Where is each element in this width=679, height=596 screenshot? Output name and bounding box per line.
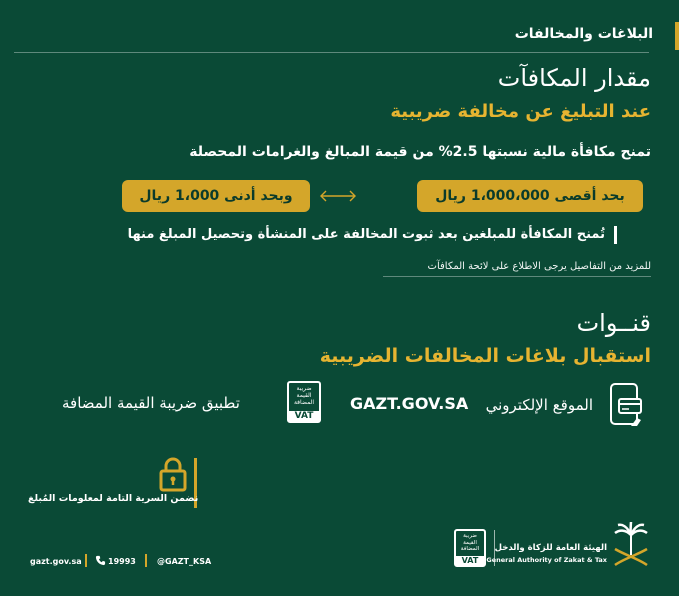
more-info-underline bbox=[383, 276, 651, 277]
vat-badge-code: VAT bbox=[289, 411, 319, 421]
app-label: تطبيق ضريبة القيمة المضافة bbox=[62, 394, 240, 412]
website-label: الموقع الإلكتروني bbox=[485, 396, 593, 414]
channels-title: قنــوات bbox=[576, 309, 651, 337]
channels-subtitle: استقبال بلاغات المخالفات الضريبية bbox=[319, 345, 651, 367]
condition-accent bbox=[614, 226, 617, 244]
footer-twitter[interactable]: @GAZT_KSA bbox=[157, 557, 212, 566]
vat-badge-icon bbox=[287, 381, 321, 423]
org-name-en: General Authority of Zakat & Tax bbox=[486, 556, 607, 564]
footer-vat-badge-code: VAT bbox=[456, 556, 484, 565]
phone-icon bbox=[95, 555, 106, 566]
page-title: البلاغات والمخالفات bbox=[514, 26, 653, 42]
footer-vat-badge-text: ضريبة القيمة المضافة bbox=[460, 533, 480, 552]
footer-divider-2 bbox=[145, 554, 147, 567]
header-divider bbox=[14, 52, 649, 53]
footer-vat-badge bbox=[454, 529, 486, 567]
phone-card-icon bbox=[607, 382, 647, 428]
min-reward-badge: وبحد أدنى 1،000 ريال bbox=[122, 180, 310, 212]
more-info-text: للمزيد من التفاصيل يرجى الاطلاع على لائحة المكافآت bbox=[427, 261, 651, 272]
double-arrow-icon bbox=[318, 189, 358, 203]
footer-divider-1 bbox=[85, 554, 87, 567]
website-url[interactable]: GAZT.GOV.SA bbox=[350, 394, 469, 413]
privacy-text: نضمن السرية التامة لمعلومات المُبلغ bbox=[28, 493, 199, 504]
lock-icon bbox=[158, 456, 188, 492]
rewards-statement: تمنح مكافأة مالية نسبتها 2.5% من قيمة المبالغ والغرامات المحصلة bbox=[189, 144, 651, 160]
rewards-condition: تُمنح المكافأة للمبلغين بعد ثبوت المخالفة على المنشأة وتحصيل المبلغ منها bbox=[127, 227, 605, 242]
rewards-subtitle: عند التبليغ عن مخالفة ضريبية bbox=[390, 101, 651, 122]
footer-website[interactable]: gazt.gov.sa bbox=[30, 557, 82, 566]
header-accent bbox=[675, 22, 679, 50]
org-name-ar: الهيئة العامة للزكاة والدخل bbox=[494, 543, 607, 553]
vat-badge-text: ضريبة القيمة المضافة bbox=[293, 385, 315, 406]
max-reward-badge: بحد أقصى 1،000،000 ريال bbox=[417, 180, 643, 212]
footer-phone[interactable]: 19993 bbox=[108, 557, 136, 566]
palm-swords-logo-icon bbox=[611, 521, 651, 571]
rewards-title: مقدار المكافآت bbox=[497, 64, 651, 92]
